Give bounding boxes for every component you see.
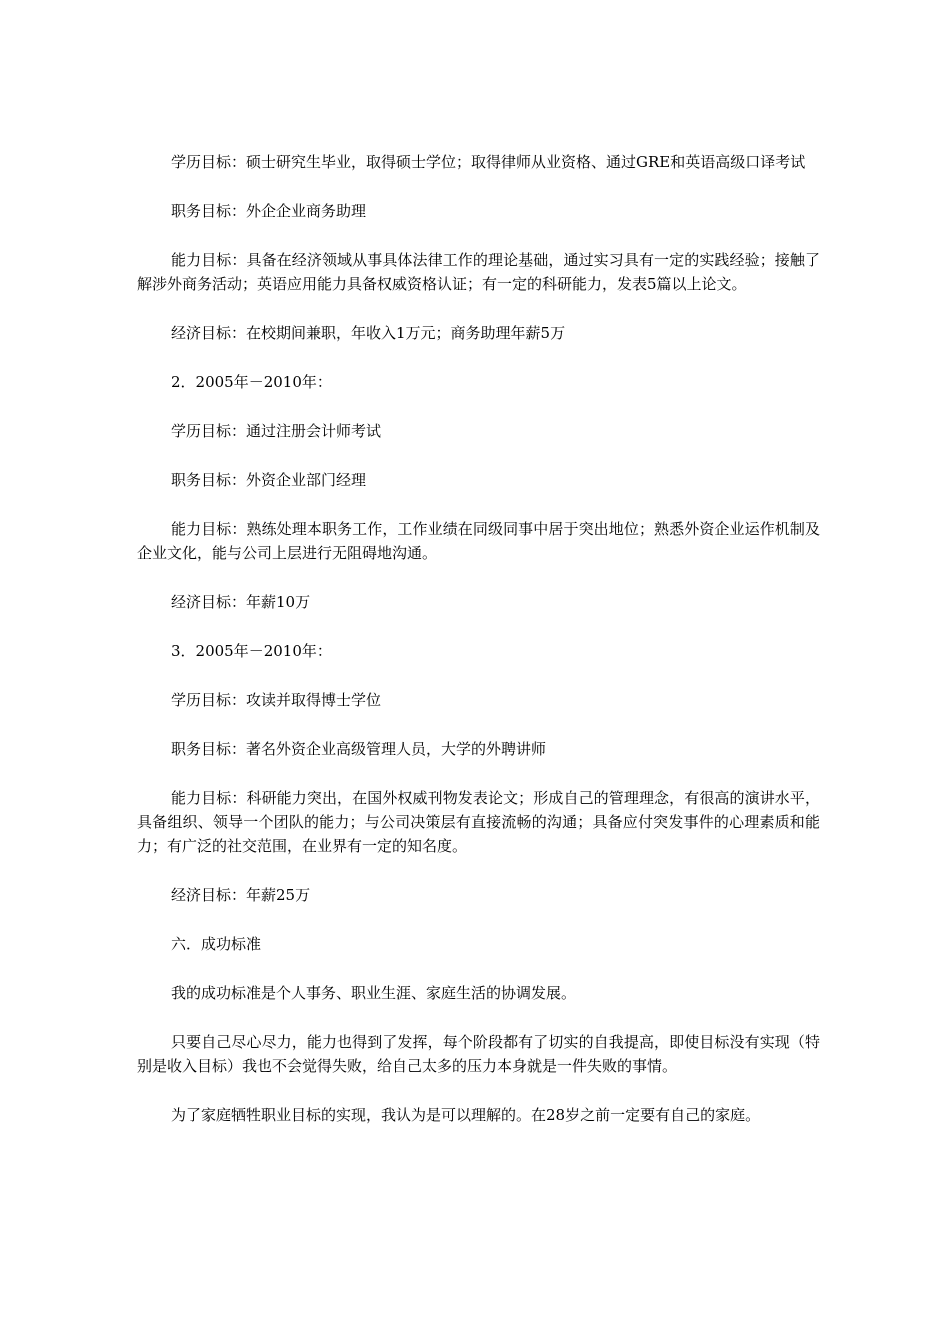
paragraph-success-standard: 我的成功标准是个人事务、职业生涯、家庭生活的协调发展。	[171, 984, 577, 1002]
section-heading-stage-3: 3．2005年－2010年：	[171, 642, 332, 660]
document-page	[137, 150, 820, 1152]
paragraph-ability-goal-1: 能力目标：具备在经济领域从事具体法律工作的理论基础，通过实习具有一定的实践经验；接触了解涉外商务活动；英语应用能力具备权威资格认证；有一定的科研能力，发表5篇以上论文。	[137, 251, 820, 293]
paragraph-position-goal-3: 职务目标：著名外资企业高级管理人员，大学的外聘讲师	[171, 740, 547, 758]
paragraph-family-statement: 为了家庭牺牲职业目标的实现，我认为是可以理解的。在28岁之前一定要有自己的家庭。	[171, 1106, 761, 1124]
paragraph-economic-goal-2: 经济目标：年薪10万	[171, 593, 311, 611]
paragraph-education-goal-2: 学历目标：通过注册会计师考试	[171, 422, 382, 440]
section-heading-stage-2: 2．2005年－2010年：	[171, 373, 332, 391]
paragraph-economic-goal-1: 经济目标：在校期间兼职，年收入1万元；商务助理年薪5万	[171, 324, 566, 342]
paragraph-ability-goal-2: 能力目标：熟练处理本职务工作，工作业绩在同级同事中居于突出地位；熟悉外资企业运作机制及企业文化，能与公司上层进行无阻碍地沟通。	[137, 520, 820, 562]
paragraph-education-goal-1: 学历目标：硕士研究生毕业，取得硕士学位；取得律师从业资格、通过GRE和英语高级口译考试	[171, 153, 806, 171]
section-heading-success-criteria: 六．成功标准	[171, 935, 262, 953]
paragraph-education-goal-3: 学历目标：攻读并取得博士学位	[171, 691, 382, 709]
paragraph-position-goal-2: 职务目标：外资企业部门经理	[171, 471, 367, 489]
paragraph-ability-goal-3: 能力目标：科研能力突出，在国外权威刊物发表论文；形成自己的管理理念，有很高的演讲水平，具备组织、领导一个团队的能力；与公司决策层有直接流畅的沟通；具备应付突发事件的心理素质和能力；有广泛的社交范围，在业界有一定的知名度。	[137, 789, 820, 855]
paragraph-economic-goal-3: 经济目标：年薪25万	[171, 886, 311, 904]
paragraph-position-goal-1: 职务目标：外企企业商务助理	[171, 202, 367, 220]
paragraph-effort-statement: 只要自己尽心尽力，能力也得到了发挥，每个阶段都有了切实的自我提高，即使目标没有实现（特别是收入目标）我也不会觉得失败，给自己太多的压力本身就是一件失败的事情。	[137, 1033, 820, 1075]
